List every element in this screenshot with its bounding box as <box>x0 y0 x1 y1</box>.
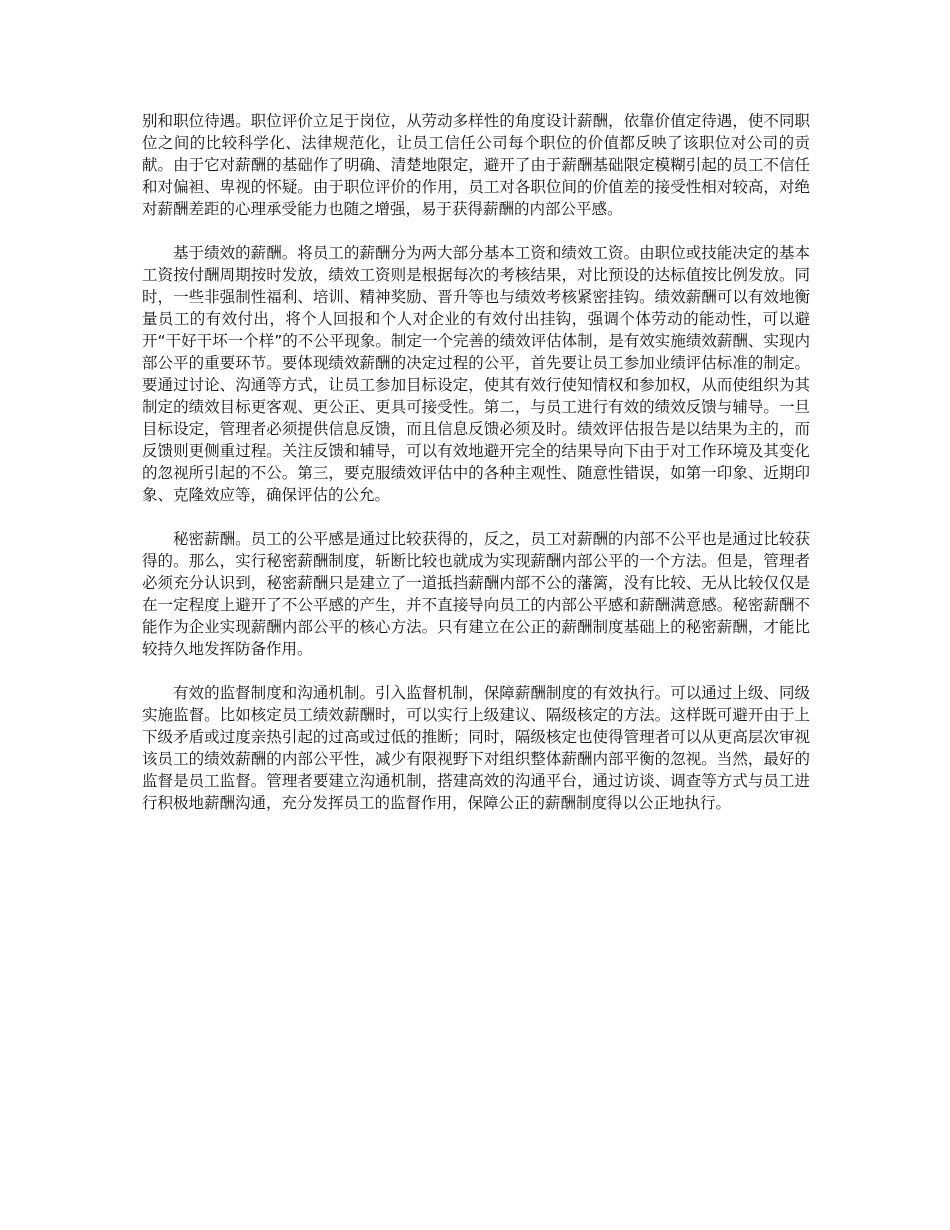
paragraph-secret-pay: 秘密薪酬。员工的公平感是通过比较获得的，反之，员工对薪酬的内部不公平也是通过比较获得的。那么，实行秘密薪酬制度，斩断比较也就成为实现薪酬内部公平的一个方法。但是，管理者必须充分认识到，秘密薪酬只是建立了一道抵挡薪酬内部不公的藩篱，没有比较、无从比较仅仅是在一定程度上避开了不公平感的产生，并不直接导向员工的内部公平感和薪酬满意感。秘密薪酬不能作为企业实现薪酬内部公平的核心方法。只有建立在公正的薪酬制度基础上的秘密薪酬，才能比较持久地发挥防备作用。 <box>142 530 810 658</box>
document-page <box>142 110 810 836</box>
paragraph-performance-pay: 基于绩效的薪酬。将员工的薪酬分为两大部分基本工资和绩效工资。由职位或技能决定的基本工资按付酬周期按时发放，绩效工资则是根据每次的考核结果，对比预设的达标值按比例发放。同时，一些非强制性福利、培训、精神奖励、晋升等也与绩效考核紧密挂钩。绩效薪酬可以有效地衡量员工的有效付出，将个人回报和个人对企业的有效付出挂钩，强调个体劳动的能动性，可以避开“干好干坏一个样”的不公平现象。制定一个完善的绩效评估体制，是有效实施绩效薪酬、实现内部公平的重要环节。要体现绩效薪酬的决定过程的公平，首先要让员工参加业绩评估标准的制定。要通过讨论、沟通等方式，让员工参加目标设定，使其有效行使知情权和参加权，从而使组织为其制定的绩效目标更客观、更公正、更具可接受性。第二，与员工进行有效的绩效反馈与辅导。一旦目标设定，管理者必须提供信息反馈，而且信息反馈必须及时。绩效评估报告是以结果为主的，而反馈则更侧重过程。关注反馈和辅导，可以有效地避开完全的结果导向下由于对工作环境及其变化的忽视所引起的不公。第三，要克服绩效评估中的各种主观性、随意性错误，如第一印象、近期印象、克隆效应等，确保评估的公允。 <box>142 244 810 504</box>
paragraph-supervision-communication: 有效的监督制度和沟通机制。引入监督机制，保障薪酬制度的有效执行。可以通过上级、同级实施监督。比如核定员工绩效薪酬时，可以实行上级建议、隔级核定的方法。这样既可避开由于上下级矛盾或过度亲热引起的过高或过低的推断；同时，隔级核定也使得管理者可以从更高层次审视该员工的绩效薪酬的内部公平性，减少有限视野下对组织整体薪酬内部平衡的忽视。当然，最好的监督是员工监督。管理者要建立沟通机制，搭建高效的沟通平台，通过访谈、调查等方式与员工进行积极地薪酬沟通，充分发挥员工的监督作用，保障公正的薪酬制度得以公正地执行。 <box>142 684 810 812</box>
paragraph-job-evaluation: 别和职位待遇。职位评价立足于岗位，从劳动多样性的角度设计薪酬，依靠价值定待遇，使不同职位之间的比较科学化、法律规范化，让员工信任公司每个职位的价值都反映了该职位对公司的贡献。由于它对薪酬的基础作了明确、清楚地限定，避开了由于薪酬基础限定模糊引起的员工不信任和对偏袒、卑视的怀疑。由于职位评价的作用，员工对各职位间的价值差的接受性相对较高，对绝对薪酬差距的心理承受能力也随之增强，易于获得薪酬的内部公平感。 <box>142 112 810 218</box>
